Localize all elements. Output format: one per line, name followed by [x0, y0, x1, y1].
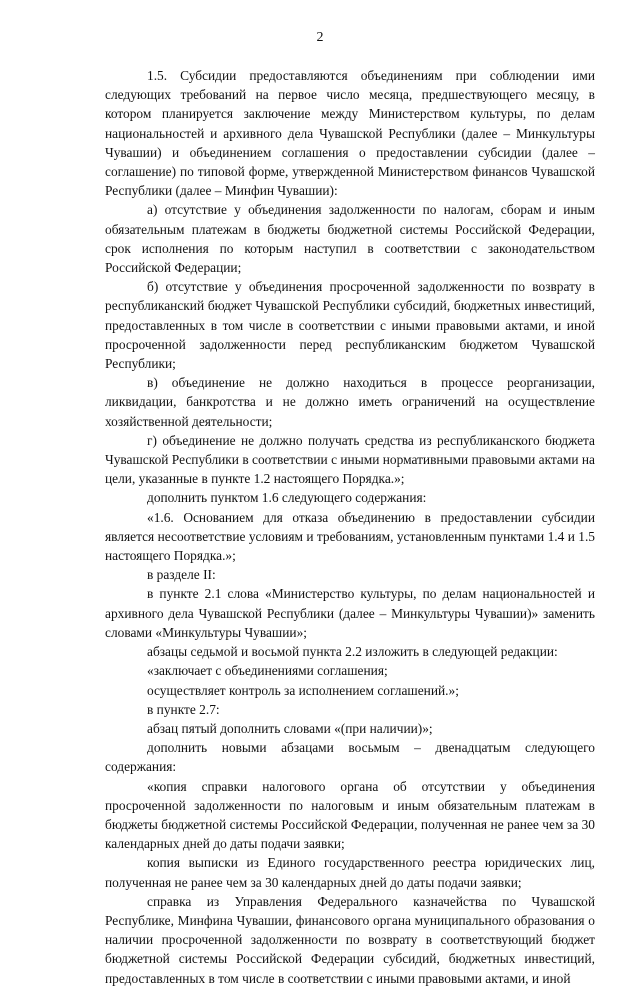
paragraph: а) отсутствие у объединения задолженности по налогам, сборам и иным обязательным платежам в бюджеты бюджетной системы Российской Федерации, срок исполнения по которым наступил в соответствии с законодательством Российской Федерации; — [105, 202, 595, 276]
paragraph: дополнить пунктом 1.6 следующего содержания: — [147, 490, 427, 506]
paragraph: абзацы седьмой и восьмой пункта 2.2 изложить в следующей редакции: — [147, 644, 558, 660]
paragraph: г) объединение не должно получать средства из республиканского бюджета Чувашской Республики в соответствии с иными нормативными правовыми актами на цели, указанные в пункте 1.2 настоящего Порядка.»; — [105, 432, 595, 487]
paragraph: 1.5. Субсидии предоставляются объединениям при соблюдении ими следующих требований на первое число месяца, предшествующего месяцу, в котором планируется заключение между Министерством культуры, по делам национальностей и архивного дела Чувашской Республики (далее – Минкультуры Чувашии) и объединением соглашения о предоставлении субсидии (далее – соглашение) по типовой форме, утвержденной Министерством финансов Чувашской Республики (далее – Минфин Чувашии): — [105, 68, 595, 199]
paragraph: в пункте 2.7: — [147, 701, 220, 717]
paragraph: копия выписки из Единого государственного реестра юридических лиц, полученная не ранее чем за 30 календарных дней до даты подачи заявки; — [105, 855, 595, 890]
paragraph: дополнить новыми абзацами восьмым – двенадцатым следующего содержания: — [105, 740, 595, 775]
paragraph: «1.6. Основанием для отказа объединению в предоставлении субсидии является несоответствие условиям и требованиям, установленным пунктами 1.4 и 1.5 настоящего Порядка.»; — [105, 509, 595, 564]
paragraph: «копия справки налогового органа об отсутствии у объединения просроченной задолженности по налоговым и иным обязательным платежам в бюджеты бюджетной системы Российской Федерации, полученная не ранее чем за 30 календарных дней до даты подачи заявки; — [105, 778, 595, 852]
paragraph: в пункте 2.1 слова «Министерство культуры, по делам национальностей и архивного дела Чувашской Республики (далее – Минкультуры Чувашии)» заменить словами «Минкультуры Чувашии»; — [105, 586, 595, 640]
paragraph: б) отсутствие у объединения просроченной задолженности по возврату в республиканский бюджет Чувашской Республики субсидий, бюджетных инвестиций, предоставленных в том числе в соответствии с иными правовыми актами, и иной просроченной задолженности перед республиканским бюджетом Чувашской Республики; — [105, 279, 595, 372]
paragraph: в) объединение не должно находиться в процессе реорганизации, ликвидации, банкротства и не должно иметь ограничений на осуществление хозяйственной деятельности; — [105, 375, 595, 429]
paragraph: справка из Управления Федерального казначейства по Чувашской Республике, Минфина Чувашии, финансового органа муниципального образования о наличии просроченной задолженности по возврату в соответствующий бюджет бюджетной системы Российской Федерации субсидий, бюджетных инвестиций, предоставленных в том числе в соответствии с иными правовыми актами, и иной — [105, 893, 595, 986]
paragraph: абзац пятый дополнить словами «(при наличии)»; — [147, 720, 433, 736]
document-body — [105, 66, 595, 988]
paragraph: осуществляет контроль за исполнением соглашений.»; — [147, 682, 459, 698]
paragraph: «заключает с объединениями соглашения; — [147, 663, 388, 679]
paragraph: в разделе II: — [147, 567, 216, 583]
page-number: 2 — [316, 30, 324, 45]
